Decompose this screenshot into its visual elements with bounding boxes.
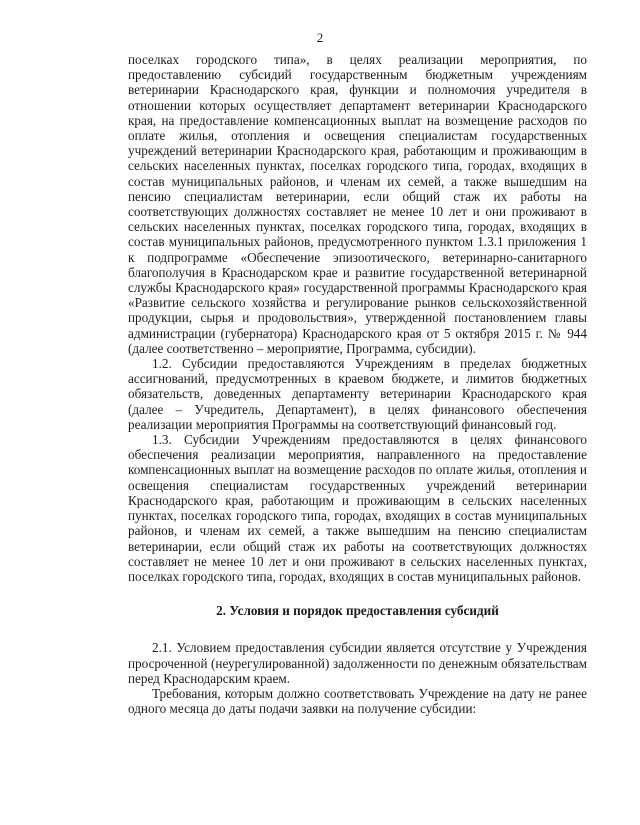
page-number: 2 (316, 30, 324, 45)
paragraph-requirements: Требования, которым должно соответствовать Учреждение на дату не ранее одного месяца до даты подачи заявки на получение субсидии: (128, 685, 587, 717)
paragraph-2-1: 2.1. Условием предоставления субсидии является отсутствие у Учреждения просроченной (неурегулированной) задолженности по денежным обязательствам перед Краснодарским краем. (128, 640, 587, 686)
paragraph-continuation: поселках городского типа», в целях реализации мероприятия, по предоставлению субсидий государственным бюджетным учреждениям ветеринарии Краснодарского края, функции и полномочия учредителя в отношении которых осуществляет департамент ветеринарии Краснодарского края, на предоставление компенсационных выплат на возмещение расходов по оплате жилья, отопления и освещения специалистам государственных учреждений ветеринарии Краснодарского края, работающим и проживающим в сельских населенных пунктах, поселках городского типа, городах, входящих в состав муниципальных районов, и членам их семей, а также вышедшим на пенсию специалистам ветеринарии, если общий стаж их работы на соответствующих должностях составляет не менее 10 лет и они проживают в сельских населенных пунктах, поселках городского типа, городах, входящих в состав муниципальных районов, предусмотренного пунктом 1.3.1 приложения 1 к подпрограмме «Обеспечение эпизоотического, ветеринарно-санитарного благополучия в Краснодарском крае и развитие государственной ветеринарной службы Краснодарского края» государственной программы Краснодарского края «Развитие сельского хозяйства и регулирование рынков сельскохозяйственной продукции, сырья и продовольствия», утвержденной постановлением главы администрации (губернатора) Краснодарского края от 5 октября 2015 г. № 944 (далее соответственно – мероприятие, Программа, субсидии). (128, 52, 587, 356)
paragraph-1-2: 1.2. Субсидии предоставляются Учреждениям в пределах бюджетных ассигнований, предусмотренных в краевом бюджете, и лимитов бюджетных обязательств, доведенных департаменту ветеринарии Краснодарского края (далее – Учредитель, Департамент), в целях финансового обеспечения реализации мероприятия Программы на соответствующий финансовый год. (128, 356, 587, 432)
section-heading: 2. Условия и порядок предоставления субсидий (216, 603, 499, 619)
paragraph-1-3: 1.3. Субсидии Учреждениям предоставляются в целях финансового обеспечения реализации мероприятия, направленного на предоставление компенсационных выплат на возмещение расходов по оплате жилья, отопления и освещения специалистам государственных учреждений ветеринарии Краснодарского края, работающим и проживающим в сельских населенных пунктах, поселках городского типа, городах, входящих в состав муниципальных районов, и членам их семей, а также вышедшим на пенсию специалистам ветеринарии, если общий стаж их работы на соответствующих должностях составляет не менее 10 лет и они проживают в сельских населенных пунктах, поселках городского типа, городах, входящих в состав муниципальных районов. (128, 432, 587, 584)
document-body (128, 52, 587, 716)
